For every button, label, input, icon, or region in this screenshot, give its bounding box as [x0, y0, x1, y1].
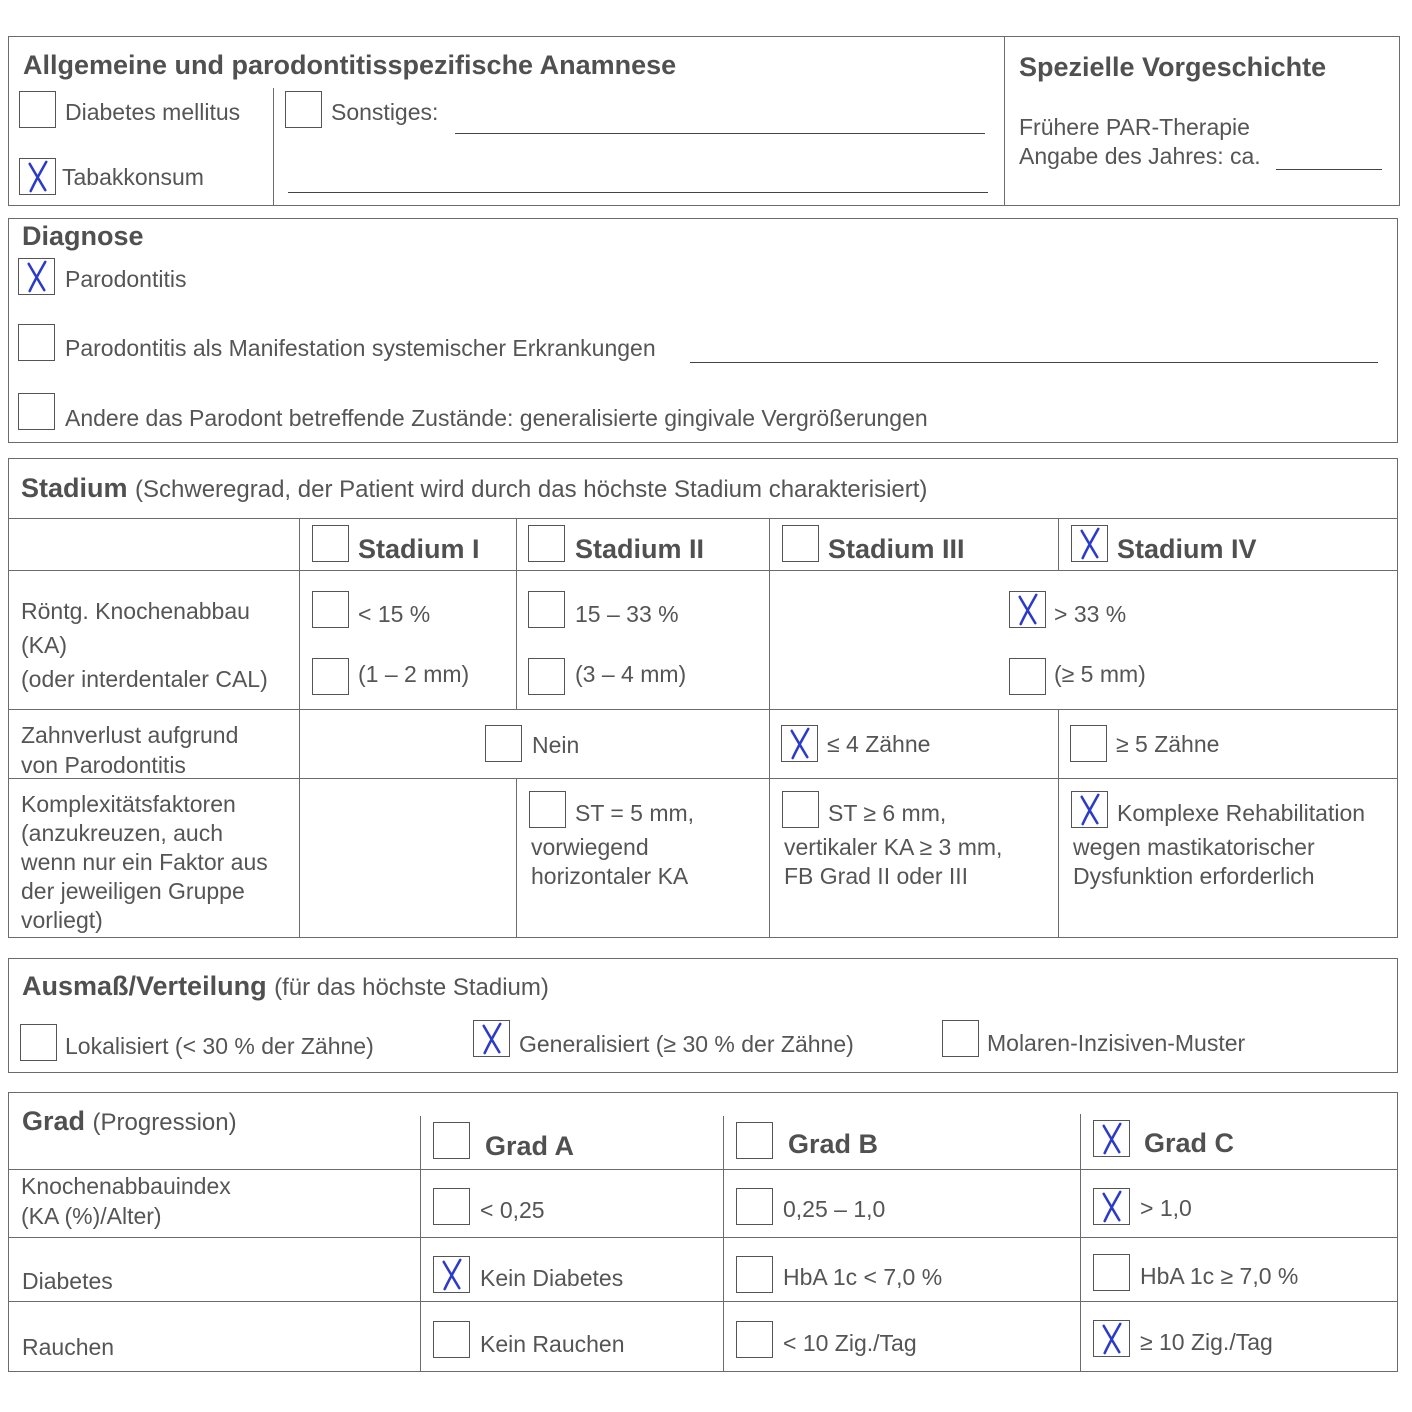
stadium-2-label: Stadium II [575, 534, 705, 564]
zahnverlust-s4-label: ≥ 5 Zähne [1116, 731, 1220, 757]
stadium-3-label: Stadium III [828, 534, 965, 564]
ausmass-title [22, 971, 549, 1002]
rauch-c-checkbox[interactable] [1093, 1320, 1130, 1357]
check-mark-icon [1072, 526, 1107, 561]
diab-b-checkbox[interactable] [736, 1256, 773, 1293]
stadium-4-checkbox[interactable] [1071, 525, 1108, 562]
diab-c-label: HbA 1c ≥ 7,0 % [1140, 1263, 1299, 1289]
zahnverlust-s3-checkbox[interactable] [781, 725, 818, 762]
stadium-rule-3 [9, 709, 1397, 710]
rauch-a-checkbox[interactable] [433, 1321, 470, 1358]
grad-a-label: Grad A [485, 1131, 575, 1161]
grad-b-label: Grad B [788, 1129, 879, 1159]
diab-a-label: Kein Diabetes [480, 1265, 624, 1291]
stadium-col-2a [516, 519, 517, 710]
lokalisiert-label: Lokalisiert (< 30 % der Zähne) [65, 1033, 374, 1059]
zahnverlust-s3-label: ≤ 4 Zähne [827, 731, 931, 757]
sonstiges-line-2[interactable] [288, 192, 988, 193]
stadium-3-checkbox[interactable] [782, 525, 819, 562]
knochenabbauindex-label: Knochenabbauindex (KA (%)/Alter) [21, 1173, 231, 1229]
roentgen-s34-pct-checkbox[interactable] [1009, 591, 1046, 628]
check-mark-icon [1094, 1189, 1129, 1224]
rauch-b-checkbox[interactable] [736, 1321, 773, 1358]
kai-b-checkbox[interactable] [736, 1188, 773, 1225]
grad-a-checkbox[interactable] [433, 1122, 470, 1159]
generalisiert-checkbox[interactable] [473, 1020, 510, 1057]
diab-a-checkbox[interactable] [433, 1256, 470, 1293]
check-mark-icon [1072, 792, 1107, 827]
komplex-s4-checkbox[interactable] [1071, 791, 1108, 828]
stadium-rule-1 [9, 518, 1397, 519]
rauchen-row-label: Rauchen [22, 1334, 115, 1360]
check-mark-icon [782, 726, 817, 761]
roentgen-label: Röntg. Knochenabbau (KA) (oder interdentaler CAL) [21, 598, 268, 692]
komplex-s2-first: ST = 5 mm, [575, 800, 695, 826]
roentgen-s2-mm-checkbox[interactable] [528, 658, 565, 695]
andere-label: Andere das Parodont betreffende Zustände: generalisierte gingivale Vergrößerungen [65, 405, 928, 431]
komplex-label: Komplexitätsfaktoren (anzukreuzen, auch wenn nur ein Faktor aus der jeweiligen Gruppe vorliegt) [21, 791, 268, 933]
komplex-s4-rest: wegen mastikatorischer Dysfunktion erforderlich [1073, 834, 1315, 889]
grad-rule-3 [9, 1301, 1397, 1302]
anamnese-divider [1004, 37, 1005, 205]
stadium-subtitle: (Schweregrad, der Patient wird durch das höchste Stadium charakterisiert) [135, 476, 928, 503]
rauch-b-label: < 10 Zig./Tag [783, 1330, 917, 1356]
kai-a-label: < 0,25 [480, 1197, 545, 1223]
grad-col-2 [723, 1116, 724, 1371]
grad-b-checkbox[interactable] [736, 1122, 773, 1159]
grad-subtitle: (Progression) [92, 1109, 237, 1136]
diagnose-title: Diagnose [22, 221, 144, 251]
generalisiert-label: Generalisiert (≥ 30 % der Zähne) [519, 1031, 854, 1057]
rauch-a-label: Kein Rauchen [480, 1331, 625, 1357]
grad-col-1 [420, 1116, 421, 1371]
stadium-col-3 [769, 519, 770, 937]
sonstiges-divider [273, 88, 274, 205]
grad-title [22, 1106, 237, 1137]
tabak-checkbox[interactable] [19, 158, 56, 195]
stadium-col-1 [299, 519, 300, 937]
ausmass-subtitle: (für das höchste Stadium) [274, 974, 549, 1001]
grad-c-checkbox[interactable] [1093, 1120, 1130, 1157]
mih-checkbox[interactable] [942, 1020, 979, 1057]
kai-b-label: 0,25 – 1,0 [783, 1196, 886, 1222]
rauch-c-label: ≥ 10 Zig./Tag [1140, 1329, 1273, 1355]
vorgeschichte-title: Spezielle Vorgeschichte [1019, 52, 1327, 82]
check-mark-icon [20, 159, 55, 194]
parodontitis-label: Parodontitis [65, 266, 187, 292]
stadium-col-2b [516, 779, 517, 937]
komplex-s4-first: Komplexe Rehabilitation [1117, 800, 1366, 826]
sonstiges-line-1[interactable] [455, 133, 985, 134]
diab-c-checkbox[interactable] [1093, 1254, 1130, 1291]
grad-title-text: Grad [22, 1106, 86, 1136]
check-mark-icon [19, 259, 54, 294]
stadium-col-4b [1058, 710, 1059, 937]
zahnverlust-nein-checkbox[interactable] [485, 725, 522, 762]
stadium-1-checkbox[interactable] [312, 525, 349, 562]
diab-b-label: HbA 1c < 7,0 % [783, 1264, 943, 1290]
systemisch-label: Parodontitis als Manifestation systemischer Erkrankungen [65, 335, 656, 361]
check-mark-icon [474, 1021, 509, 1056]
stadium-2-checkbox[interactable] [528, 525, 565, 562]
check-mark-icon [1094, 1121, 1129, 1156]
vorgeschichte-line1: Frühere PAR-Therapie [1019, 114, 1250, 140]
komplex-s3-checkbox[interactable] [782, 791, 819, 828]
grad-c-label: Grad C [1144, 1128, 1235, 1158]
zahnverlust-nein-label: Nein [532, 732, 580, 758]
parodontitis-checkbox[interactable] [18, 258, 55, 295]
ausmass-title-text: Ausmaß/Verteilung [22, 971, 267, 1001]
kai-a-checkbox[interactable] [433, 1188, 470, 1225]
zahnverlust-label: Zahnverlust aufgrund von Parodontitis [21, 722, 239, 778]
sonstiges-label: Sonstiges: [331, 99, 439, 125]
stadium-title [21, 473, 927, 504]
sonstiges-checkbox[interactable] [285, 91, 322, 128]
roentgen-s34-mm-checkbox[interactable] [1009, 658, 1046, 695]
komplex-s3-rest: vertikaler KA ≥ 3 mm, FB Grad II oder III [784, 834, 1003, 889]
systemisch-line[interactable] [690, 362, 1378, 363]
lokalisiert-checkbox[interactable] [20, 1024, 57, 1061]
roentgen-s34-pct-label: > 33 % [1054, 601, 1127, 627]
roentgen-s1-pct-checkbox[interactable] [312, 591, 349, 628]
tabak-label: Tabakkonsum [62, 164, 204, 190]
roentgen-s2-pct-checkbox[interactable] [528, 591, 565, 628]
grad-col-3 [1080, 1114, 1081, 1371]
grad-rule-2 [9, 1237, 1397, 1238]
check-mark-icon [434, 1257, 469, 1292]
stadium-4-label: Stadium IV [1117, 534, 1257, 564]
kai-c-label: > 1,0 [1140, 1195, 1192, 1221]
roentgen-s1-mm-checkbox[interactable] [312, 658, 349, 695]
stadium-title-text: Stadium [21, 473, 128, 503]
stadium-1-label: Stadium I [358, 534, 480, 564]
komplex-s2-checkbox[interactable] [529, 791, 566, 828]
roentgen-s1-pct-label: < 15 % [358, 601, 431, 627]
stadium-rule-2 [9, 570, 1397, 571]
kai-c-checkbox[interactable] [1093, 1188, 1130, 1225]
anamnese-title: Allgemeine und parodontitisspezifische Anamnese [23, 50, 677, 80]
mih-label: Molaren-Inzisiven-Muster [987, 1030, 1246, 1056]
vorgeschichte-line2: Angabe des Jahres: ca. [1019, 143, 1261, 169]
check-mark-icon [1010, 592, 1045, 627]
grad-rule-1 [9, 1169, 1397, 1170]
check-mark-icon [1094, 1321, 1129, 1356]
jahr-line[interactable] [1276, 169, 1382, 170]
systemisch-checkbox[interactable] [18, 324, 55, 361]
zahnverlust-s4-checkbox[interactable] [1070, 725, 1107, 762]
komplex-s3-first: ST ≥ 6 mm, [828, 800, 947, 826]
roentgen-s2-pct-label: 15 – 33 % [575, 601, 679, 627]
stadium-col-4a [1058, 519, 1059, 571]
komplex-s2-rest: vorwiegend horizontaler KA [531, 834, 689, 889]
andere-checkbox[interactable] [18, 393, 55, 430]
roentgen-s1-mm-label: (1 – 2 mm) [358, 661, 470, 687]
diabetes-checkbox[interactable] [19, 91, 56, 128]
diabetes-row-label: Diabetes [22, 1268, 113, 1294]
diabetes-label: Diabetes mellitus [65, 99, 241, 125]
roentgen-s2-mm-label: (3 – 4 mm) [575, 661, 687, 687]
roentgen-s34-mm-label: (≥ 5 mm) [1054, 661, 1146, 687]
